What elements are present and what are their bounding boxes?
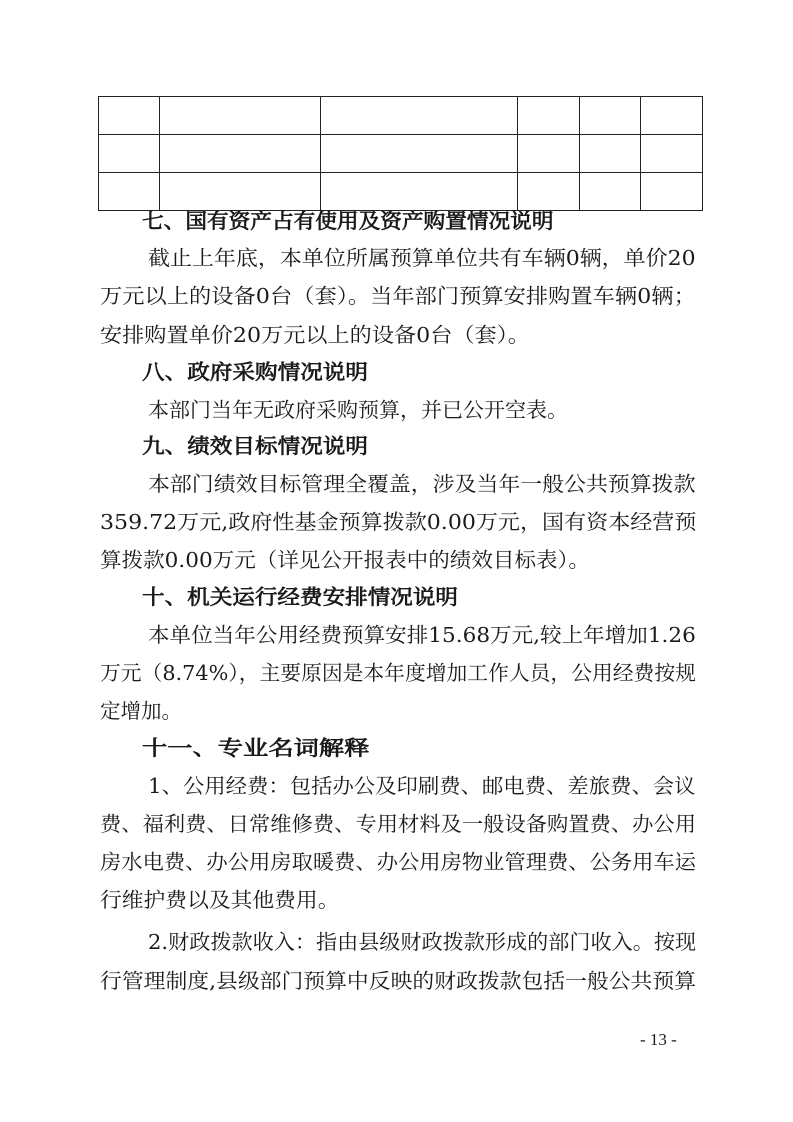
paragraph-line: 截止上年底，本单位所属预算单位共有车辆0辆，单价20 — [148, 246, 696, 270]
table-cell — [580, 135, 641, 173]
section-heading: 八、政府采购情况说明 — [142, 360, 368, 384]
table-cell — [641, 173, 703, 211]
table-cell — [99, 97, 160, 135]
paragraph-line: 1、公用经费：包括办公及印刷费、邮电费、差旅费、会议 — [148, 774, 696, 798]
paragraph-line: 本部门当年无政府采购预算，并已公开空表。 — [148, 398, 568, 422]
paragraph-line: 万元以上的设备0台（套）。当年部门预算安排购置车辆0辆； — [100, 284, 696, 308]
paragraph-line: 算拨款0.00万元（详见公开报表中的绩效目标表）。 — [100, 548, 590, 572]
table-cell — [321, 97, 518, 135]
section-heading: 十一、专业名词解释 — [142, 736, 370, 760]
paragraph-line: 万元（8.74%），主要原因是本年度增加工作人员，公用经费按规 — [100, 661, 696, 685]
budget-table — [98, 96, 703, 211]
table-row — [99, 135, 703, 173]
page-number: - 13 - — [640, 1030, 677, 1049]
table-cell — [641, 135, 703, 173]
section-heading: 十、机关运行经费安排情况说明 — [142, 585, 458, 609]
table-cell — [518, 97, 580, 135]
table-cell — [160, 97, 321, 135]
table-cell — [99, 173, 160, 211]
table-cell — [99, 135, 160, 173]
table-row — [99, 173, 703, 211]
paragraph-line: 359.72万元,政府性基金预算拨款0.00万元，国有资本经营预 — [100, 510, 697, 534]
table-cell — [641, 97, 703, 135]
paragraph-line: 2.财政拨款收入：指由县级财政拨款形成的部门收入。按现 — [148, 930, 697, 954]
table-cell — [580, 173, 641, 211]
section-heading: 七、国有资产占有使用及资产购置情况说明 — [142, 209, 554, 233]
section-heading: 九、绩效目标情况说明 — [142, 434, 368, 458]
table-cell — [518, 173, 580, 211]
paragraph-line: 行管理制度,县级部门预算中反映的财政拨款包括一般公共预算 — [100, 969, 697, 993]
paragraph-line: 房水电费、办公用房取暖费、办公用房物业管理费、公务用车运 — [100, 850, 696, 874]
table-cell — [321, 135, 518, 173]
table-cell — [160, 173, 321, 211]
table-cell — [518, 135, 580, 173]
table-cell — [580, 97, 641, 135]
table-cell — [321, 173, 518, 211]
table-cell — [160, 135, 321, 173]
paragraph-line: 本单位当年公用经费预算安排15.68万元,较上年增加1.26 — [148, 623, 696, 647]
paragraph-line: 本部门绩效目标管理全覆盖，涉及当年一般公共预算拨款 — [148, 472, 696, 496]
paragraph-line: 定增加。 — [100, 699, 182, 723]
table-row — [99, 97, 703, 135]
paragraph-line: 行维护费以及其他费用。 — [100, 888, 340, 912]
paragraph-line: 安排购置单价20万元以上的设备0台（套）。 — [100, 323, 530, 347]
paragraph-line: 费、福利费、日常维修费、专用材料及一般设备购置费、办公用 — [100, 812, 696, 836]
